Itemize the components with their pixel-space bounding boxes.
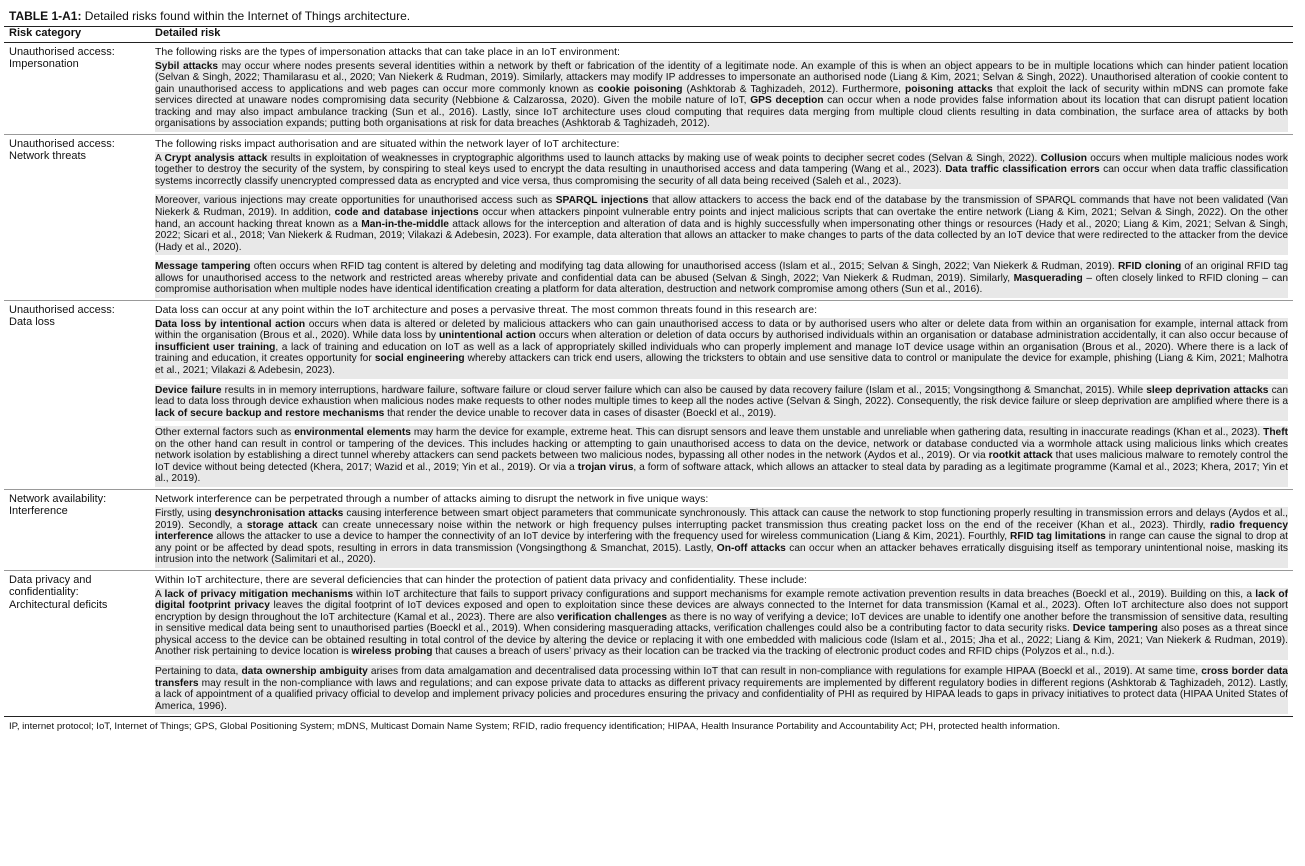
risk-category-cell [4,134,150,300]
risk-category-cell [4,570,150,716]
risk-paragraph [155,318,1288,379]
risk-category-line: Architectural deficits [9,598,108,611]
header-detailed-risk: Detailed risk [150,27,1293,43]
risk-category-line: Interference [9,505,68,518]
risk-paragraph [155,384,1288,422]
risk-term: sleep deprivation attacks [1146,384,1269,396]
risk-term: lack of privacy mitigation mechanisms [164,588,354,600]
risk-term: Data loss by intentional action [155,318,306,330]
table-row [4,300,1293,489]
risk-text: can lead to data loss through device exhaustion when malicious nodes make requests to other nodes multiple times to keep all the nodes active (Selvan & Singh, 2022). Consequently, the risk device failure or sleep deprivation are amplified where there is a [155,384,1288,408]
table-row [4,489,1293,570]
risk-paragraph [155,152,1288,190]
risk-category-line: Unauthorised access: [9,137,115,150]
header-risk-category: Risk category [4,27,150,43]
risk-text: can occur when a node provides false information about its location that can disrupt patient location tracking and may also impact ambulance tracking (Sun et al., 2016). Lastly, since IoT architecture uses cloud computing that requires data merging from multiple cloud clients resulting in data combination, the surface area of attacks by both organisations by association expands; putting both organisations at risk for data breaches (Ashktorab & Taghizadeh, 2012). [155,95,1288,130]
risk-text: may result in the non-compliance with laws and regulations; and can expose private data to attacks as different privacy requirements are implemented by different regulatory bodies in different regions (Ashktorab & Taghizadeh, 2012). Lastly, a lack of appointment of a qualified privacy official to develop and implement privacy policies and procedures ensuring the privacy and confidentiality of PHI as required by HIPAA leads to gaps in privacy initiatives to protect data (HIPAA United States of America, 1996). [155,677,1288,712]
risk-text: that causes a breach of users’ privacy as their location can be tracked via the tracking of electronic product codes and RFID chips (Polyzos et al., n.d.). [432,646,1115,658]
risk-paragraph [155,426,1288,487]
risk-text: in range can cause the signal to drop at any point or be affected by dead spots, resulting in errors in data transmission (Vongsingthong & Smanchat, 2015). Lastly, [155,531,1289,554]
risk-term: Message tampering [155,261,251,273]
risk-intro: Network interference can be perpetrated through a number of attacks aiming to disrupt the network in five unique ways: [155,492,709,505]
risk-term: trojan virus [577,461,634,473]
risk-text: A [155,588,165,600]
risk-term: Data traffic classification errors [945,164,1100,176]
detailed-risk-cell [150,42,1293,134]
risk-term: rootkit attack [988,450,1053,462]
risk-text: as there is no way of verifying a device; IoT devices are unable to identify one another before the transmission of sensitive data, resulting in sensitive medical data being sent to unauthorised parties (Boeckl et al., 2019). When considering masquerading attacks, verification challenges could also be a contributing factor to data security risks. [155,611,1288,635]
risk-term: code and database injections [334,207,479,219]
risk-text: may harm the device for example, extreme heat. This can disrupt sensors and leave them unstable and unreliable when gathering data, resulting in inaccurate readings (Khan et al., 2023). [410,427,1264,439]
risk-term: Device tampering [1072,623,1158,635]
risk-category-line: Impersonation [9,58,79,71]
risk-term: social engineering [374,353,465,365]
risk-text: whereby attackers can trick end users, allowing the tricksters to obtain and use sensitive data to control or manipulate the device for example, phishing (Liang & Kim, 2021; Malhotra et al., 2021; Vilakazi & Adebesin, 2023). [155,353,1289,377]
risk-text: can occur when data traffic classification systems incorrectly classify unencrypted compressed data as encrypted and vice versa, thus compromising the security of all data being received (Saleh et al., 2023). [155,164,1288,187]
risk-term: wireless probing [351,646,433,658]
risk-text: that render the device unable to recover data in cases of disaster (Boeckl et al., 2019). [384,407,777,419]
risk-intro: The following risks are the types of impersonation attacks that can take place in an IoT environment: [155,45,620,58]
detailed-risk-cell [150,489,1293,570]
risk-intro: Data loss can occur at any point within the IoT architecture and poses a pervasive threat. The most common threats found in this research are: [155,303,818,316]
risk-text: A [155,152,165,164]
detailed-risk-cell [150,570,1293,716]
risk-text: that allow attackers to access the back end of the database by the transmission of SPARQL commands that have not been validated (Van Niekerk & Rudman, 2019). In addition, [155,195,1289,219]
risk-text: , a lack of training and education on IoT as well as a lack of appropriately skilled individuals who can properly implement and manage IoT device usage within an organisation (Brous et al., 2020). Where there is a lack of training and education, it creates opportunity for [155,341,1288,365]
risk-text: leaves the digital footprint of IoT devices exposed and open to exploitation since these devices are always connected to the Internet for data transmission (Kamal et al., 2023). Often IoT architecture also does not support encryption by design throughout the IoT architecture (Kamal et al., 2023). There are also [155,600,1289,623]
risk-intro: Within IoT architecture, there are several deficiencies that can hinder the protection of patient data privacy and confidentiality. These include: [155,573,807,586]
risk-text: – often closely linked to RFID cloning – can compromise authorisation when multiple nodes have identical identification creating a platform for data alteration, destruction and network compromise among others (Sun et al., 2016). [155,272,1289,296]
risk-term: radio frequency interference [155,519,1288,543]
risk-term: unintentional action [438,330,536,342]
risk-term: Man-in-the-middle [361,218,449,230]
risk-term: RFID tag limitations [1009,531,1106,543]
risk-category-line: Data privacy and [9,573,92,586]
risk-term: desynchronisation attacks [214,507,344,519]
risk-term: Collusion [1040,152,1087,164]
risk-term: cookie poisoning [597,83,683,95]
risk-term: Device failure [155,384,222,396]
risk-term: Masquerading [1013,272,1083,284]
risk-text: occurs when alteration or deletion of data occurs by authorised individuals within an organisation or database administration accidentally, it can also occur because of [535,330,1288,342]
risk-term: verification challenges [557,611,668,623]
risk-text: occurs when data is altered or deleted by malicious attackers who can gain unauthorised access to data or by authorised users who alter or delete data from within an organisation for example, internal attack from within the organisation (Brous et al., 2020). While data loss by [155,318,1288,342]
risk-text: attack allows for the interception and alteration of data and is highly successfully when impersonating other things or resources (Hady et al., 2020; Liang & Kim, 2021; Selvan & Singh, 2022; Sicari et al., 2018; Van Niekerk & Rudman, 2019; Vilakazi & Adebesin, 2023). For example, data alteration that allows an attacker to make changes to parts of the data collected by an IoT device that were redirected to the attacker from the device (Hady et al., 2020). [155,218,1288,253]
risk-paragraph [155,260,1288,298]
risk-term: lack of digital footprint privacy [155,588,1288,612]
risk-text: of an original RFID tag allows for unauthorised access to the network and restricted areas whereby private and confidential data can be abused (Selvan & Singh, 2022; Van Niekerk & Rudman, 2019). Similarly, [155,261,1288,284]
risk-text: causing interference between smart object parameters that communicate synchronously. This attack can cause the network to stop functioning properly resulting in transmission errors and delays (Aydos et al., 2019). Secondly, a [155,507,1288,531]
risk-text: often occurs when RFID tag content is altered by deleting and modifying tag data allowing for unauthorised access (Islam et al., 2015; Selvan & Singh, 2022; Van Niekerk & Rudman, 2019). [250,261,1118,273]
risk-term: poisoning attacks [905,83,993,95]
risk-term: cross border data transfers [155,665,1288,689]
risk-category-line: Data loss [9,316,55,329]
risk-term: SPARQL injections [555,195,649,207]
table-caption-label: TABLE 1-A1: [9,9,82,23]
risk-text: , a form of software attack, which allows an attacker to steal data by parading as a legitimate programme (Kamal et al., 2023; Khera, 2017; Yin et al., 2019). [155,461,1289,485]
risk-term: lack of secure backup and restore mechanisms [155,407,385,419]
risk-text: within IoT architecture that fails to support privacy configurations and support mechanisms for example remote activation prevention results in data breaches (Boeckl et al., 2019). Building on this, a [353,588,1256,600]
risk-paragraph [155,194,1288,255]
table-row [4,134,1293,300]
risk-paragraph [155,60,1288,132]
table-caption [4,9,1301,23]
risk-table [4,26,1293,717]
table-header-row [4,27,1293,43]
table-footnote: IP, internet protocol; IoT, Internet of Things; GPS, Global Positioning System; mDNS, Multicast Domain Name System; RFID, radio frequency identification; HIPAA, Health Insurance Portability and Accountability Act; PH, protected health information. [9,721,1061,733]
risk-term: RFID cloning [1117,261,1182,273]
risk-text: also poses as a threat since physical access to the device can be obtained resulting in total control of the device by altering the device or replacing it with one embedded with malicious code (Islam et al., 2015; Jha et al., 2022; Liang & Kim, 2021; Van Niekerk & Rudman, 2019). Another risk pertaining to device location is [155,623,1288,658]
risk-text: results in in memory interruptions, hardware failure, software failure or cloud server failure which can also be caused by data recovery failure (Islam et al., 2015; Vongsingthong & Smanchat, 2015). While [221,384,1147,396]
risk-term: environmental elements [294,427,411,439]
risk-category-line: Unauthorised access: [9,303,115,316]
risk-term: Crypt analysis attack [164,152,268,164]
risk-term: storage attack [246,519,318,531]
risk-category-line: Network availability: [9,492,107,505]
risk-term: Sybil attacks [155,60,219,72]
risk-text: allows the attacker to use a device to hamper the connectivity of an IoT device by interfering with the frequency used for wireless communication (Liang & Kim, 2021). Fourthly, [213,531,1010,543]
risk-term: On-off attacks [716,542,786,554]
risk-term: insufficient user training [155,341,276,353]
risk-term: data ownership ambiguity [241,665,368,677]
risk-text: results in exploitation of weaknesses in cryptographic algorithms used to launch attacks by making use of weak points to decipher secret codes (Selvan & Singh, 2022). [267,152,1041,164]
risk-text: Firstly, using [155,507,215,519]
risk-intro: The following risks impact authorisation and are situated within the network layer of IoT architecture: [155,137,620,150]
risk-text: that uses malicious malware to remotely control the IoT device without being detected (Khera, 2017; Wazid et al., 2019; Yin et al., 2019). Or via a [155,450,1288,473]
risk-category-line: Unauthorised access: [9,45,115,58]
risk-text: Moreover, various injections may create opportunities for unauthorised access such as [155,195,556,207]
risk-text: on the other hand can result in control or tampering of the devices. This includes hacking or attempting to gain unauthorised access to data on the device, network or database conducted via a wormhole attack using malicious links which creates network isolation by establishing a direct tunnel whereby attackers can send packets between two malicious nodes, bypassing all other nodes in the network (Aydos et al., 2019). Or via [155,438,1288,462]
risk-text: can create unnecessary noise within the network or high frequency pulses interrupting packet transmission thus creating packet loss on the end of the receiver (Khan et al., 2023). Thirdly, [317,519,1210,531]
risk-term: Theft [1263,427,1288,439]
risk-text: (Ashktorab & Taghizadeh, 2012). Furthermore, [682,83,905,95]
risk-text: Pertaining to data, [155,665,242,677]
document-page [4,0,1301,733]
risk-text: may occur where nodes presents several identities within a network by theft or fabrication of the identity of a legitimate node. An example of this is when an object appears to be in multiple locations which can hinder patient location (Selvan & Singh, 2022; Thamilarasu et al., 2020; Van Niekerk & Rudman, 2019). Similarly, attackers may modify IP addresses to impersonate an authorised node (Liang & Kim, 2021; Selvan & Singh, 2022). Unauthorised alteration of cookie content to gain unauthorised access to applications and web pages can occur more commonly known as [155,60,1288,95]
detailed-risk-cell [150,300,1293,489]
risk-text: Other external factors such as [155,427,295,439]
risk-category-cell [4,42,150,134]
risk-category-line: Network threats [9,150,87,163]
table-caption-text: Detailed risks found within the Internet of Things architecture. [81,9,411,23]
risk-term: GPS deception [750,95,824,107]
risk-text: can occur when an attacker behaves erratically disguising itself as temporary unintentional noise, masking its intrusion into the network (Salimitari et al., 2020). [155,542,1289,566]
risk-paragraph [155,588,1288,660]
risk-category-cell [4,489,150,570]
table-row [4,42,1293,134]
risk-text: occurs when multiple malicious nodes work together to destroy the security of the system, by conspiring to steal keys used to encrypt the data resulting in unauthorised access and data tampering (Wang et al., 2023). [155,152,1288,176]
risk-category-line: confidentiality: [9,586,79,599]
risk-text: arises from data amalgamation and decentralised data processing within IoT that can result in non-compliance with regulations for example HIPAA (Boeckl et al., 2019). At same time, [367,665,1202,677]
table-body [4,42,1293,717]
risk-text: occur when attackers pinpoint vulnerable entry points and inject malicious scripts that can overtake the entire network (Liang & Kim, 2021; Selvan & Singh, 2022). On the other hand, an account hacking threat known as a [155,207,1289,230]
risk-paragraph [155,665,1288,714]
risk-text: that exploit the lack of security within mDNS can promote fake services directed at unaware nodes compromising data security (Nebbione & Calzarossa, 2020). Given the mobile nature of IoT, [155,83,1289,107]
risk-paragraph [155,507,1288,568]
detailed-risk-cell [150,134,1293,300]
table-row [4,570,1293,716]
risk-category-cell [4,300,150,489]
